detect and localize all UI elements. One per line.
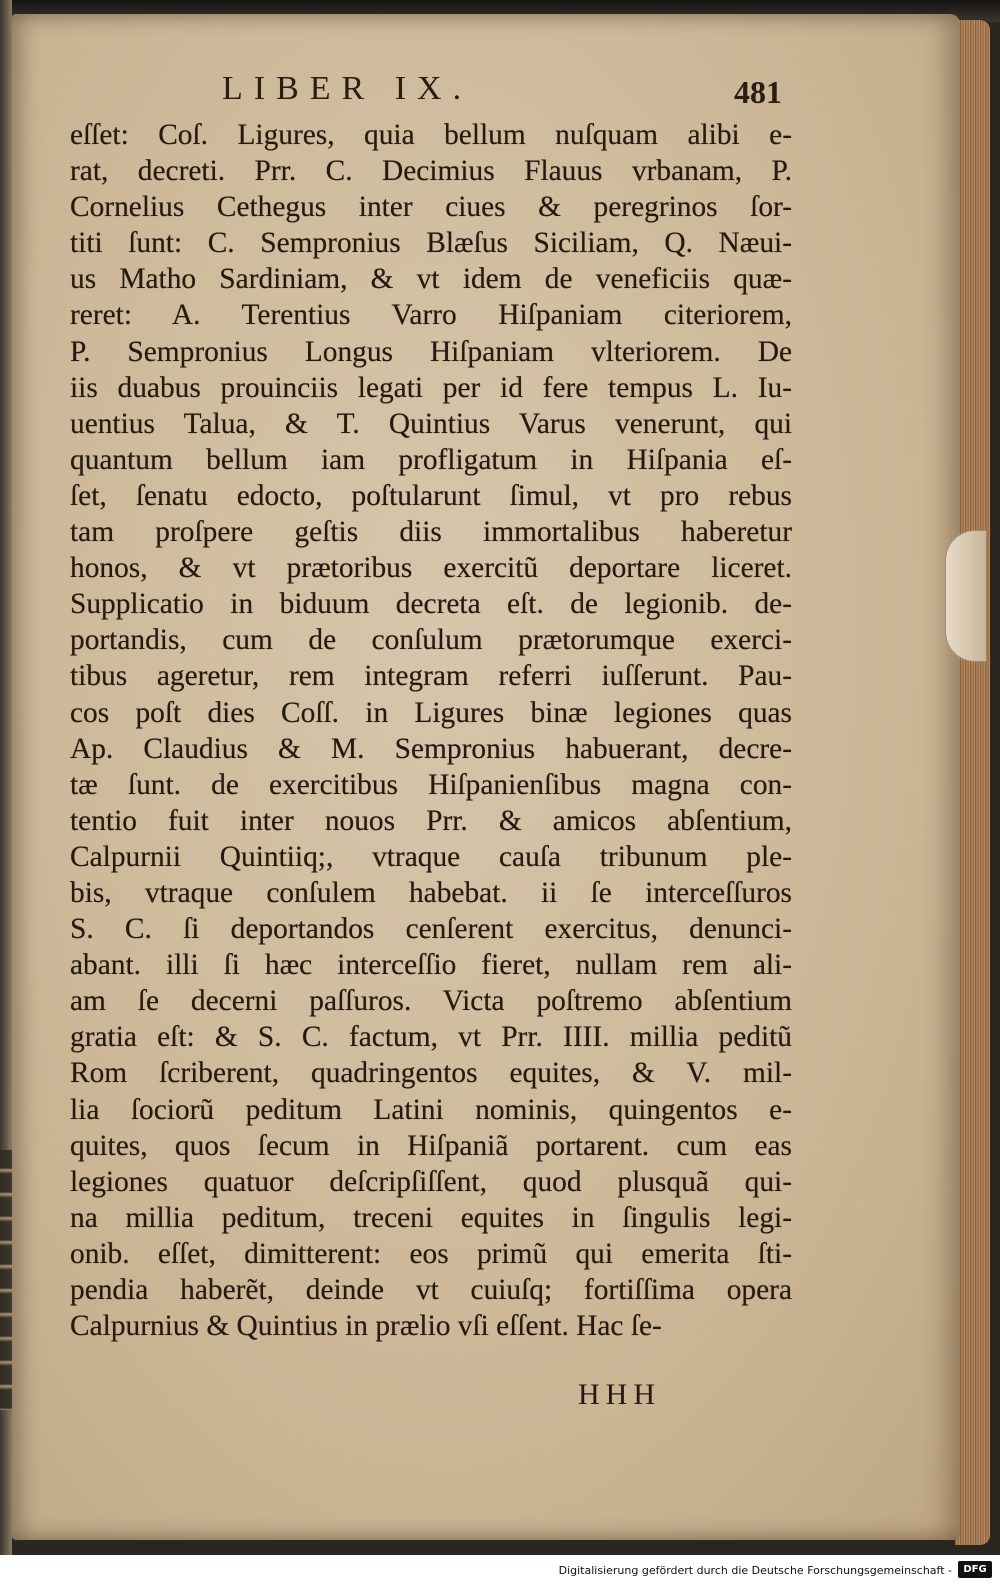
text-line: pendia haberẽt, deinde vt cuiuſq; fortiſſima opera: [70, 1274, 792, 1306]
text-line: abant. illi ſi hæc interceſſio fieret, nullam rem ali-: [70, 949, 792, 982]
text-line: S. C. ſi deportandos cenſerent exercitus, denunci-: [70, 913, 792, 946]
text-line: Supplicatio in biduum decreta eſt. de legionib. de-: [70, 588, 792, 621]
text-line: cos poſt dies Coſſ. in Ligures binæ legiones quas: [70, 696, 792, 729]
text-line: Cornelius Cethegus inter ciues & peregrinos ſor-: [70, 191, 792, 224]
text-line: tentio fuit inter nouos Prr. & amicos abſentium,: [70, 804, 792, 837]
running-title: LIBER IX.: [222, 70, 473, 107]
text-line: us Matho Sardiniam, & vt idem de veneficiis quæ-: [70, 263, 792, 296]
body-text: [70, 117, 792, 1344]
funding-credit: Digitalisierung gefördert durch die Deutsche Forschungsgemeinschaft -: [558, 1564, 952, 1577]
text-line: reret: A. Terentius Varro Hiſpaniam citeriorem,: [70, 299, 792, 332]
text-line: portandis, cum de conſulum prætorumque exerci-: [70, 624, 792, 657]
page-number: 481: [734, 74, 782, 110]
text-line: rat, decreti. Prr. C. Decimius Flauus vrbanam, P.: [70, 155, 792, 188]
text-line: quites, quos ſecum in Hiſpaniã portarent. cum eas: [70, 1129, 792, 1162]
text-line: Calpurnius & Quintius in prælio vſi eſſent. Hac ſe-: [70, 1310, 662, 1343]
page-stack-edges: [955, 20, 990, 1545]
text-line: tibus ageretur, rem integram referri iuſſerunt. Pau-: [70, 660, 792, 693]
page-clip: [945, 530, 986, 662]
text-line: Rom ſcriberent, quadringentos equites, & V. mil-: [70, 1057, 792, 1090]
text-line: tæ ſunt. de exercitibus Hiſpanienſibus magna con-: [70, 768, 792, 801]
text-line: na millia peditum, treceni equites in ſingulis legi-: [70, 1201, 792, 1234]
text-line: Ap. Claudius & M. Sempronius habuerant, decre-: [70, 732, 792, 765]
text-line: ſet, ſenatu edocto, poſtularunt ſimul, vt pro rebus: [70, 479, 792, 512]
dfg-logo-icon: DFG: [958, 1561, 992, 1578]
text-line: am ſe decerni paſſuros. Victa poſtremo abſentium: [70, 985, 792, 1018]
text-line: quantum bellum iam profligatum in Hiſpania eſ-: [70, 443, 792, 476]
text-line: iis duabus prouinciis legati per id fere tempus L. Iu-: [70, 371, 792, 404]
page-header: [222, 66, 782, 116]
text-line: lia ſociorũ peditum Latini nominis, quingentos e-: [70, 1093, 792, 1126]
text-line: gratia eſt: & S. C. factum, vt Prr. IIII. millia peditũ: [70, 1021, 792, 1054]
text-line: tam proſpere geſtis diis immortalibus haberetur: [70, 516, 792, 549]
text-line: uentius Talua, & T. Quintius Varus venerunt, qui: [70, 407, 792, 440]
text-line: P. Sempronius Longus Hiſpaniam vlteriorem. De: [70, 335, 792, 368]
text-line: bis, vtraque conſulem habebat. ii ſe interceſſuros: [70, 876, 792, 909]
footer-bar: [0, 1555, 1000, 1586]
text-line: Calpurnii Quintiiq;, vtraque cauſa tribunum ple-: [70, 840, 792, 873]
signature-mark: HHH: [578, 1378, 661, 1411]
text-line: honos, & vt prætoribus exercitũ deportare liceret.: [70, 552, 792, 585]
text-line: legiones quatuor deſcripſiſſent, quod plusquã qui-: [70, 1165, 792, 1198]
text-line: titi ſunt: C. Sempronius Blæſus Siciliam, Q. Næui-: [70, 227, 792, 260]
text-line: onib. eſſet, dimitterent: eos primũ qui emerita ſti-: [70, 1237, 792, 1270]
text-line: eſſet: Coſ. Ligures, quia bellum nuſquam alibi e-: [70, 119, 792, 151]
